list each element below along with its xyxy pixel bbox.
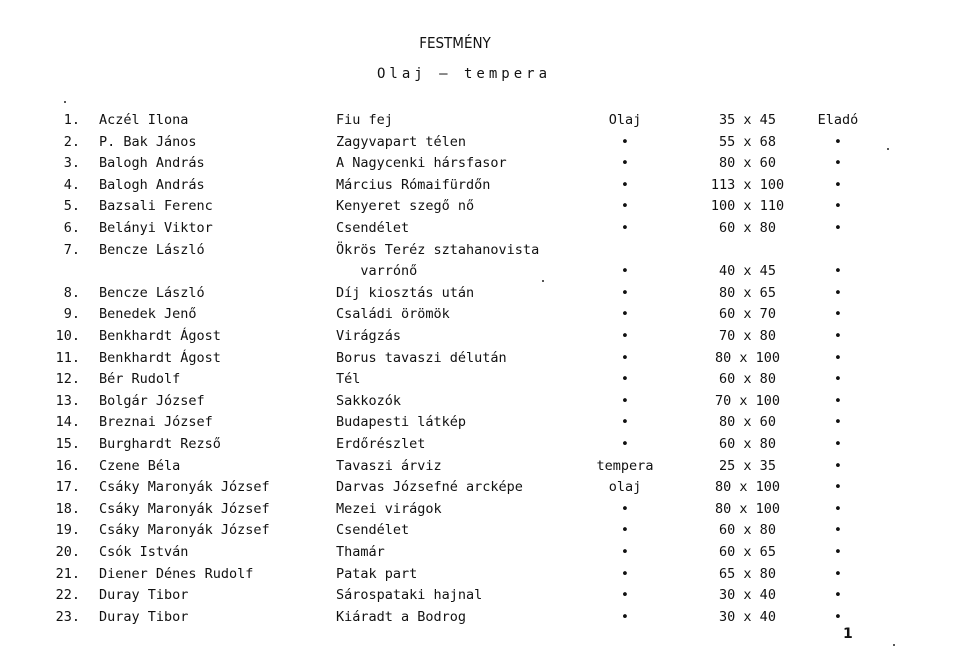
row-number: 14. [55,414,80,431]
row-number: 11. [55,349,80,366]
table-row [0,391,959,412]
artwork-title: Erdőrészlet [336,436,426,452]
row-number: 16. [55,457,80,474]
artwork-title: Tél [336,371,361,388]
artwork-title: Fiu fej [336,112,393,128]
artwork-title: Sárospataki hajnal [336,587,483,604]
status-cell: • [833,263,843,280]
table-row [0,240,959,261]
size-cell: 60 x 65 [719,544,776,560]
size-cell: 25 x 35 [719,457,776,474]
artwork-title: A Nagycenki hársfasor [336,155,507,172]
row-number: 10. [55,328,80,344]
status-cell: • [833,587,843,604]
size-cell: 80 x 60 [719,414,776,431]
artwork-title: Csendélet [336,220,410,236]
artwork-title: Kenyeret szegő nő [336,198,475,215]
row-number: 23. [55,608,80,625]
table-row [0,283,959,304]
status-cell: • [833,436,843,452]
technique-cell: • [620,328,630,344]
technique-cell: • [620,198,630,215]
artist-name: Belányi Viktor [99,220,213,236]
technique-cell: • [620,522,630,539]
artwork-title: Kiáradt a Bodrog [336,608,467,625]
table-row [0,542,959,563]
artist-name: Czene Béla [99,457,181,474]
technique-cell: tempera [596,457,654,474]
size-cell: 65 x 80 [719,565,776,582]
ink-speck [893,644,895,646]
row-number: 13. [55,392,80,409]
artist-name: Csáky Maronyák József [99,500,270,517]
document-title: FESTMÉNY [419,34,491,52]
row-number: 2. [63,133,80,150]
status-cell: • [833,349,843,366]
artist-name: Duray Tibor [99,608,189,625]
table-row [0,196,959,217]
row-number: 19. [55,522,80,539]
row-number: 20. [55,544,80,560]
size-cell: 80 x 100 [714,349,781,366]
technique-cell: • [620,414,630,431]
artist-name: Burghardt Rezső [99,436,221,452]
artwork-title: Mezei virágok [336,500,442,517]
artist-name: Bazsali Ferenc [99,198,213,215]
table-row [0,326,959,347]
table-row [0,477,959,498]
artwork-title: Ökrös Teréz sztahanovista [336,241,540,258]
technique-cell: • [620,176,630,193]
row-number: 7. [63,241,80,258]
artist-name: Csók István [99,544,189,560]
table-row [0,348,959,369]
row-number: 17. [55,479,80,496]
artwork-title: varrónő [336,263,418,280]
status-cell: • [833,328,843,344]
artist-name: Benkhardt Ágost [99,349,221,366]
size-cell: 70 x 100 [714,392,781,409]
technique-cell: • [620,306,630,323]
row-number: 21. [55,565,80,582]
size-cell: 113 x 100 [710,176,785,193]
row-number: 15. [55,436,80,452]
size-cell: 70 x 80 [719,328,776,344]
row-number: 4. [63,176,80,193]
table-row [0,132,959,153]
table-row [0,175,959,196]
size-cell: 30 x 40 [719,587,776,604]
size-cell: 60 x 70 [719,306,776,323]
technique-cell: • [620,544,630,560]
status-cell: • [833,522,843,539]
row-number: 18. [55,500,80,517]
status-cell: • [833,565,843,582]
row-number: 12. [55,371,80,388]
row-number: 1. [63,112,80,128]
artwork-title: Budapesti látkép [336,414,467,431]
row-number: 5. [63,198,80,215]
status-cell: • [833,392,843,409]
artist-name: Bolgár József [99,392,205,409]
artist-name: Breznai József [99,414,213,431]
artist-name: Benkhardt Ágost [99,328,221,344]
artist-name: Benedek Jenő [99,306,197,323]
page-number: 1 [843,626,853,642]
artwork-title: Zagyvapart télen [336,133,467,150]
artwork-title: Borus tavaszi délután [336,349,507,366]
size-cell: 60 x 80 [719,220,776,236]
status-cell: • [833,457,843,474]
artist-name: Balogh András [99,155,205,172]
artist-name: Duray Tibor [99,587,189,604]
size-cell: 30 x 40 [719,608,776,625]
technique-cell: • [620,349,630,366]
technique-cell: • [620,500,630,517]
artist-name: Aczél Ilona [99,112,189,128]
status-cell: • [833,544,843,560]
size-cell: 60 x 80 [719,371,776,388]
technique-cell: • [620,371,630,388]
status-cell: • [833,479,843,496]
size-cell: 35 x 45 [719,112,776,128]
artwork-title: Thamár [336,544,385,560]
document-subtitle: Olaj – tempera [376,66,552,82]
table-row [0,412,959,433]
artwork-title: Darvas Józsefné arcképe [336,479,523,496]
ink-speck [542,280,544,282]
row-number: 9. [63,306,80,323]
artwork-title: Sakkozók [336,392,402,409]
status-cell: • [833,198,843,215]
status-cell: • [833,500,843,517]
table-row [0,369,959,390]
technique-cell: • [620,220,630,236]
table-row [0,585,959,606]
technique-cell: • [620,392,630,409]
size-cell: 60 x 80 [719,436,776,452]
technique-cell: • [620,608,630,625]
table-row [0,304,959,325]
technique-cell: • [620,263,630,280]
table-row [0,607,959,628]
status-cell: • [833,176,843,193]
row-number: 22. [55,587,80,604]
size-cell: 55 x 68 [719,133,776,150]
row-number: 3. [63,155,80,172]
status-cell: • [833,371,843,388]
size-cell: 80 x 100 [714,500,781,517]
artwork-title: Családi örömök [336,306,450,323]
status-cell: • [833,284,843,301]
table-row [0,499,959,520]
status-cell: • [833,220,843,236]
ink-speck [887,148,889,150]
technique-cell: • [620,133,630,150]
status-cell: • [833,306,843,323]
size-cell: 40 x 45 [719,263,776,280]
technique-cell: olaj [608,479,642,496]
table-row [0,218,959,239]
artist-name: Csáky Maronyák József [99,479,270,496]
size-cell: 60 x 80 [719,522,776,539]
technique-cell: • [620,587,630,604]
artwork-title: Virágzás [336,328,402,344]
row-number: 6. [63,220,80,236]
artwork-title: Tavaszi árviz [336,457,442,474]
status-cell: • [833,414,843,431]
artist-name: Bér Rudolf [99,371,181,388]
artist-name: Balogh András [99,176,205,193]
table-row [0,261,959,282]
ink-speck [64,101,66,103]
size-cell: 80 x 100 [714,479,781,496]
table-row [0,434,959,455]
status-cell: • [833,155,843,172]
technique-cell: Olaj [608,112,642,128]
technique-cell: • [620,284,630,301]
technique-cell: • [620,436,630,452]
table-row [0,110,959,131]
size-cell: 80 x 65 [719,284,776,301]
artwork-title: Csendélet [336,522,410,539]
table-row [0,564,959,585]
size-cell: 80 x 60 [719,155,776,172]
status-cell: • [833,133,843,150]
technique-cell: • [620,155,630,172]
artist-name: P. Bak János [99,133,197,150]
artwork-title: Díj kiosztás után [336,284,475,301]
artist-name: Diener Dénes Rudolf [99,565,254,582]
status-cell: • [833,608,843,625]
table-row [0,153,959,174]
artist-name: Bencze László [99,284,205,301]
artwork-title: Március Rómaifürdőn [336,176,491,193]
technique-cell: • [620,565,630,582]
size-cell: 100 x 110 [710,198,785,215]
artist-name: Bencze László [99,241,205,258]
table-row [0,456,959,477]
status-cell: Eladó [817,112,859,128]
row-number: 8. [63,284,80,301]
artwork-title: Patak part [336,565,418,582]
table-row [0,520,959,541]
artist-name: Csáky Maronyák József [99,522,270,539]
